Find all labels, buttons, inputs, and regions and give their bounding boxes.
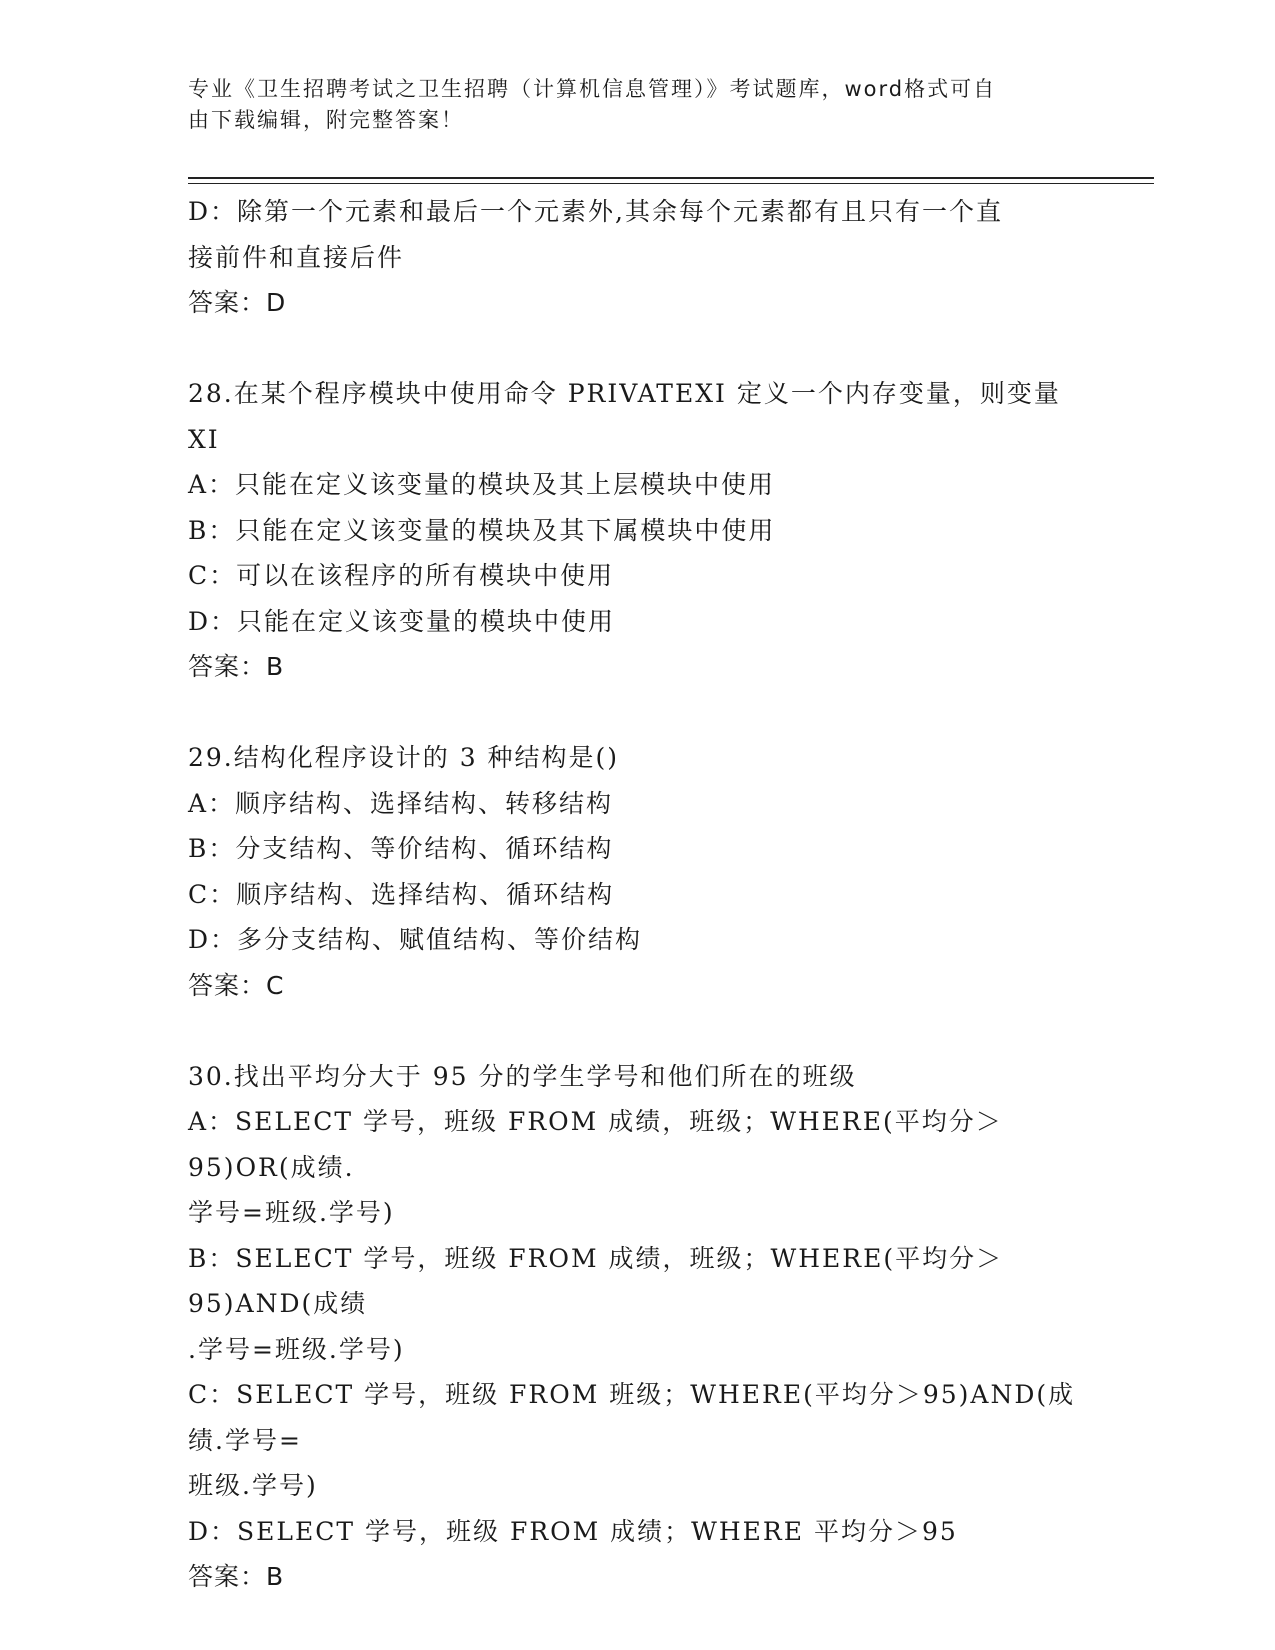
q30-option-d: D：SELECT 学号，班级 FROM 成绩；WHERE 平均分＞95 [188,1516,958,1546]
q28-stem-line-2: XI [188,424,220,454]
q29-stem: 29.结构化程序设计的 3 种结构是() [188,743,620,772]
q29-option-b: B：分支结构、等价结构、循环结构 [188,834,614,863]
q27-answer: 答案：D [188,288,287,317]
q30-option-c-line-1: C：SELECT 学号，班级 FROM 班级；WHERE(平均分＞95)AND(成绩.学号= [188,1380,1076,1455]
question-30 [188,1054,1088,1600]
spacer [188,690,1088,736]
q30-option-a-line-1: A：SELECT 学号，班级 FROM 成绩，班级；WHERE(平均分＞95)OR(成绩. [188,1107,1003,1182]
q29-answer: 答案：C [188,970,285,1000]
q28-option-d: D：只能在定义该变量的模块中使用 [188,606,616,636]
q29-option-a: A：顺序结构、选择结构、转移结构 [188,788,614,818]
header-rule-thin [188,183,1154,184]
question-27-tail [188,189,1088,326]
question-28 [188,371,1088,690]
q30-option-a-line-2: 学号=班级.学号) [188,1198,395,1227]
page-header [188,74,1068,136]
header-line-1: 专业《卫生招聘考试之卫生招聘（计算机信息管理）》考试题库，word格式可自 [188,77,997,101]
q28-stem-line-1: 28.在某个程序模块中使用命令 PRIVATEXI 定义一个内存变量，则变量 [188,379,1061,408]
q27-option-d-line-2: 接前件和直接后件 [188,242,405,272]
header-line-2: 由下载编辑，附完整答案！ [188,108,464,132]
q30-option-b-line-1: B：SELECT 学号，班级 FROM 成绩，班级；WHERE(平均分＞95)AND(成绩 [188,1243,1004,1318]
q27-option-d-line-1: D：除第一个元素和最后一个元素外,其余每个元素都有且只有一个直 [188,197,1003,226]
question-29 [188,735,1088,1008]
q30-answer: 答案：B [188,1562,285,1591]
q29-option-c: C：顺序结构、选择结构、循环结构 [188,879,615,909]
question-list [188,189,1088,1600]
q28-option-a: A：只能在定义该变量的模块及其上层模块中使用 [188,470,776,499]
spacer [188,1008,1088,1054]
q30-option-b-line-2: .学号=班级.学号) [188,1334,405,1364]
q28-answer: 答案：B [188,652,285,681]
header-rule-thick [188,177,1154,179]
q30-option-c-line-2: 班级.学号) [188,1471,318,1500]
q28-option-c: C：可以在该程序的所有模块中使用 [188,561,615,590]
q29-option-d: D：多分支结构、赋值结构、等价结构 [188,925,643,954]
spacer [188,326,1088,372]
q28-option-b: B：只能在定义该变量的模块及其下属模块中使用 [188,515,776,545]
q30-stem: 30.找出平均分大于 95 分的学生学号和他们所在的班级 [188,1061,857,1091]
